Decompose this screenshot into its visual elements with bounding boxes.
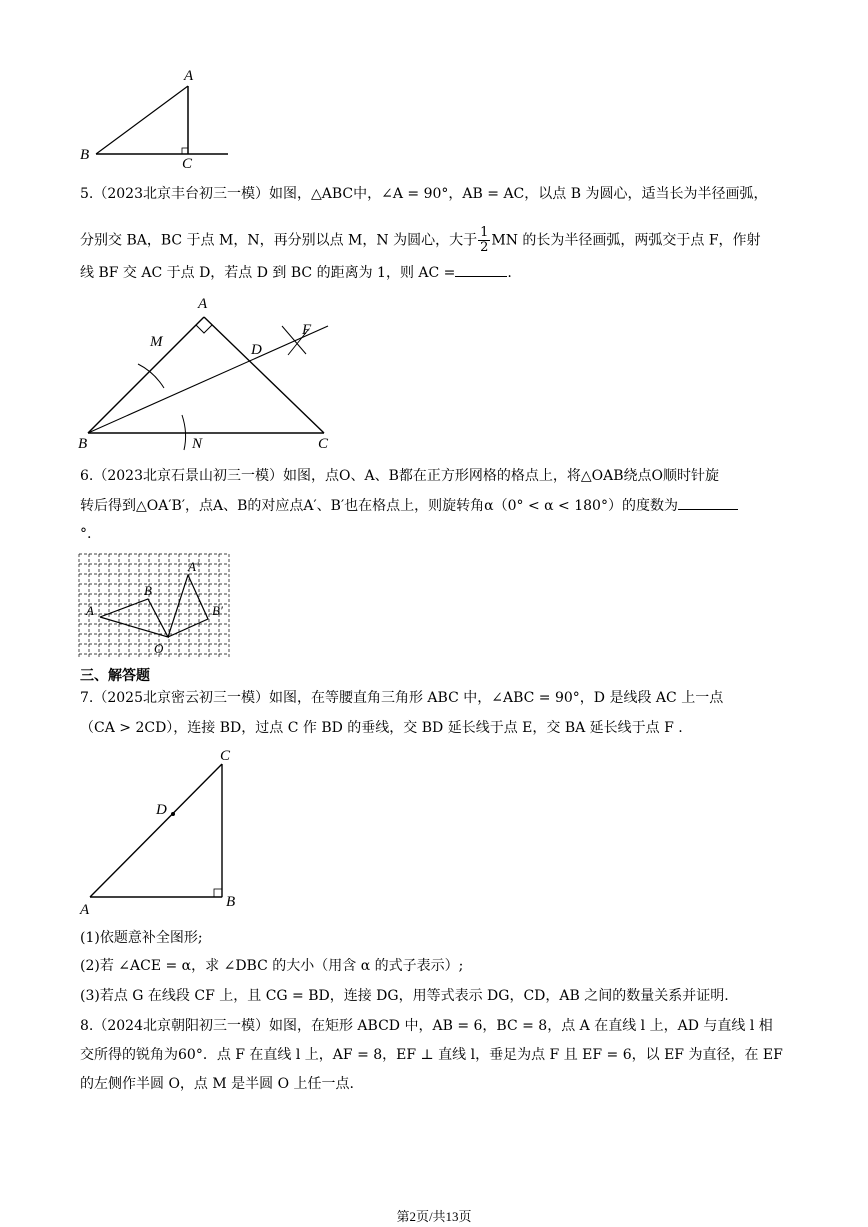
q7-sub1: (1)依题意补全图形; (80, 930, 203, 946)
label-m: M (150, 334, 163, 350)
label-a: A (80, 902, 90, 918)
label-f: F (302, 322, 312, 338)
page-footer: 第2页/共13页 (396, 1209, 472, 1224)
label-o: O (154, 641, 164, 656)
q6-line3: °. (80, 526, 92, 542)
label-c: C (318, 436, 329, 452)
label-d: D (251, 342, 262, 358)
figure-angle-bisector (76, 290, 346, 452)
q7-sub2: (2)若 ∠ACE = α，求 ∠DBC 的大小（用含 α 的式子表示）; (80, 958, 464, 974)
q7-line1: 7.（2025北京密云初三一模）如图，在等腰直角三角形 ABC 中，∠ABC = 90°，D 是线段 AC 上一点 (80, 690, 724, 706)
q6-line2: 转后得到△OA′B′，点A、B的对应点A′、B′也在格点上，则旋转角α（0° < α < 180°）的度数为 (80, 496, 800, 516)
label-c: C (182, 156, 193, 172)
answer-blank (455, 276, 507, 277)
label-b: B (80, 147, 90, 163)
answer-blank (678, 509, 738, 510)
figure-rotation-grid (78, 553, 234, 663)
q7-sub3: (3)若点 G 在线段 CF 上，且 CG = BD，连接 DG，用等式表示 DG，CD，AB 之间的数量关系并证明. (80, 988, 729, 1004)
label-b: B (144, 583, 152, 598)
label-c: C (220, 748, 231, 764)
label-a: A (198, 296, 208, 312)
q6-line1: 6.（2023北京石景山初三一模）如图，点O、A、B都在正方形网格的格点上，将△OAB绕点O顺时针旋 (80, 468, 719, 484)
q7-line2: （CA > 2CD），连接 BD，过点 C 作 BD 的垂线，交 BD 延长线于点 E，交 BA 延长线于点 F . (80, 720, 683, 736)
figure-triangle-abc (76, 64, 236, 174)
label-b-prime: B′ (212, 603, 223, 618)
label-d: D (156, 802, 167, 818)
label-a-prime: A′ (188, 559, 199, 574)
fraction-one-half: $\frac{1}{2}$ (480, 225, 489, 255)
q5-line3: 线 BF 交 AC 于点 D，若点 D 到 BC 的距离为 1，则 AC = . (80, 265, 512, 281)
figure-isosceles-right-triangle (76, 744, 246, 922)
label-a: A (86, 603, 94, 618)
label-n: N (192, 436, 203, 452)
q8-line3: 的左侧作半圆 O，点 M 是半圆 O 上任一点. (80, 1076, 354, 1092)
label-a: A (184, 68, 194, 84)
q5-line1: 5.（2023北京丰台初三一模）如图，△ABC中，∠A = 90°，AB = AC，以点 B 为圆心，适当长为半径画弧， (80, 186, 768, 202)
section-heading: 三、解答题 (80, 668, 150, 684)
q8-line2: 交所得的锐角为60°．点 F 在直线 l 上，AF = 8，EF ⊥ 直线 l，垂足为点 F 且 EF = 6，以 EF 为直径，在 EF (80, 1047, 783, 1063)
label-b: B (78, 436, 88, 452)
q8-line1: 8.（2024北京朝阳初三一模）如图，在矩形 ABCD 中，AB = 6，BC = 8，点 A 在直线 l 上，AD 与直线 l 相 (80, 1018, 773, 1034)
q5-line2 (80, 226, 800, 255)
q5-line2-pre: 分别交 BA，BC 于点 M，N，再分别以点 M，N 为圆心，大于 (80, 232, 478, 249)
label-b: B (226, 894, 236, 910)
q5-line2-post: MN 的长为半径画弧，两弧交于点 F，作射 (491, 232, 761, 249)
